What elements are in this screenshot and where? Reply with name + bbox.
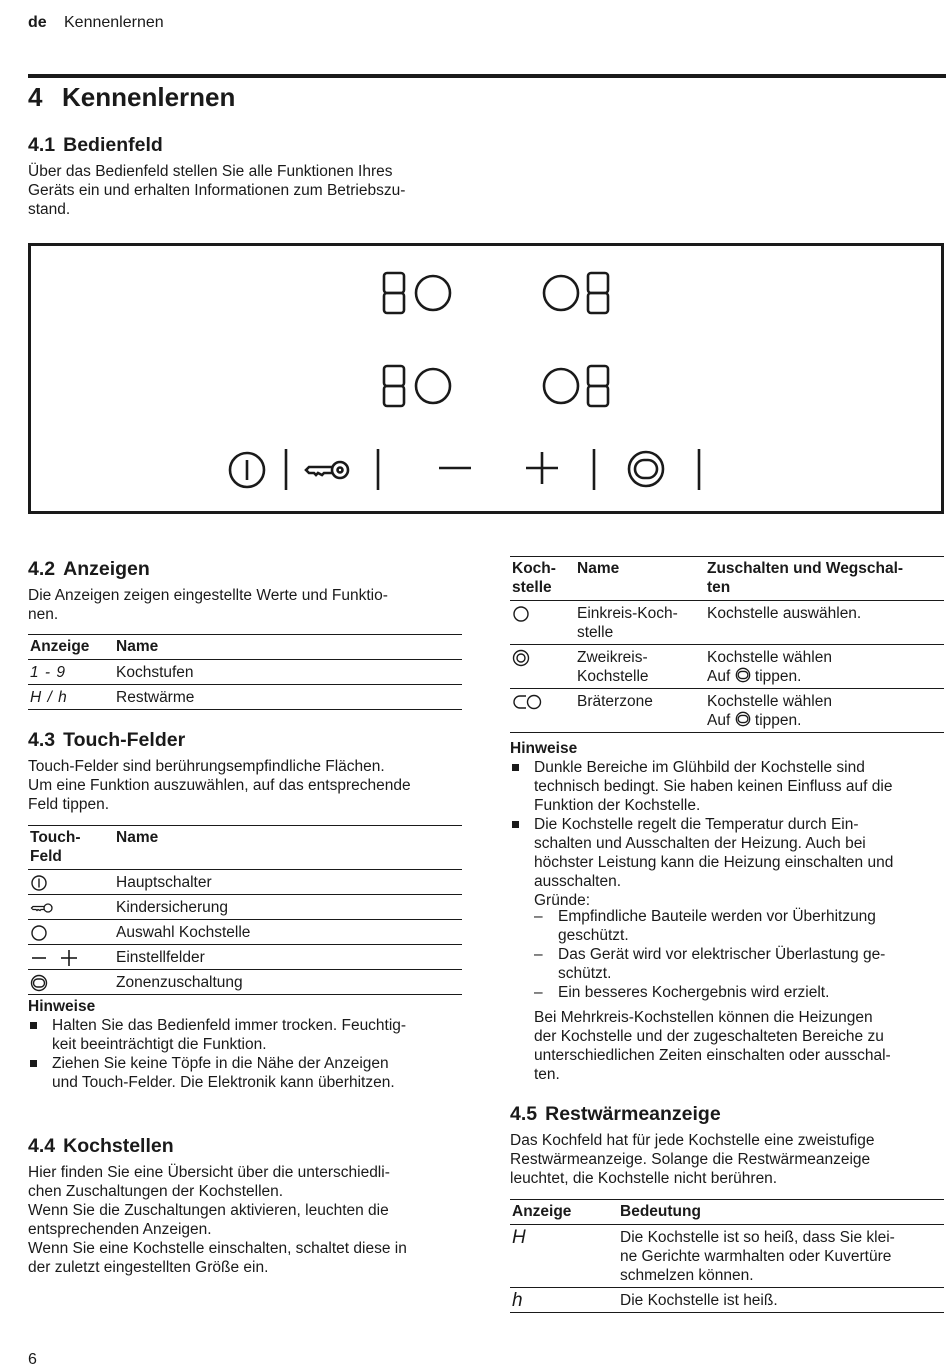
- cooking-zone-circle-icon: [544, 369, 578, 403]
- text-line: Geräts ein und erhalten Informationen zum Betriebszu-: [28, 182, 406, 199]
- table-cell: Kochstelle auswählen.: [707, 605, 862, 622]
- display-symbol: h: [512, 1290, 523, 1311]
- text-line: nen.: [28, 606, 59, 623]
- plus-icon: [526, 452, 558, 484]
- table-cell: Bräterzone: [577, 693, 653, 710]
- table-row: [510, 1225, 944, 1288]
- text-line: Das Kochfeld hat für jede Kochstelle eine zweistufige: [510, 1132, 875, 1149]
- cooking-zone-circle-icon: [416, 276, 450, 310]
- text-line: Wenn Sie die Zuschaltungen aktivieren, leuchten die: [28, 1202, 389, 1219]
- chapter-rule: [28, 74, 946, 78]
- restwaerme-table: [510, 1199, 944, 1313]
- text-line: Feld tippen.: [28, 796, 109, 813]
- list-item: – Das Gerät wird vor elektrischer Überlastung ge- schützt.: [534, 945, 946, 983]
- section-4-2-text: [28, 586, 468, 624]
- chapter-heading: [28, 82, 235, 112]
- section-title: Bedienfeld: [63, 134, 163, 156]
- key-icon: [30, 901, 54, 915]
- notes-list: [510, 758, 946, 910]
- dual-circuit-icon: [512, 649, 530, 667]
- table-cell: Kindersicherung: [116, 899, 229, 916]
- list-item: Halten Sie das Bedienfeld immer trocken. Feuchtig- keit beeinträchtigt die Funktion.: [28, 1016, 468, 1054]
- zone-switch-icon: [629, 452, 663, 486]
- section-title: Touch-Felder: [63, 729, 186, 751]
- column-header: Name: [116, 829, 159, 846]
- list-item: – Empfindliche Bauteile werden vor Überhitzung geschützt.: [534, 907, 946, 945]
- text-line: der zuletzt eingestellten Größe ein.: [28, 1259, 269, 1276]
- control-panel-diagram: [28, 243, 944, 514]
- header-title: Kennenlernen: [64, 14, 164, 31]
- text-line: entsprechenden Anzeigen.: [28, 1221, 212, 1238]
- table-cell: Die Kochstelle ist so heiß, dass Sie klei- ne Gerichte warmhalten oder Kuvertüre schmelzen können.: [620, 1229, 895, 1284]
- section-title: Kochstellen: [63, 1135, 174, 1157]
- section-number: 4.3: [28, 729, 56, 751]
- text-line: stand.: [28, 201, 71, 218]
- display-symbol: 1 - 9: [30, 664, 67, 681]
- table-row: [510, 601, 944, 645]
- section-4-5-text: [510, 1131, 946, 1188]
- table-cell: Die Kochstelle ist heiß.: [620, 1292, 778, 1309]
- kochstellen-table: [510, 556, 944, 733]
- table-cell: Einstellfelder: [116, 949, 205, 966]
- section-number: 4.1: [28, 134, 56, 156]
- section-title: Restwärmeanzeige: [545, 1103, 721, 1125]
- table-row: [28, 685, 462, 710]
- table-cell: Kochstufen: [116, 664, 194, 681]
- reasons-list: [534, 907, 946, 1002]
- table-row: [28, 895, 462, 920]
- roaster-zone-icon: [512, 693, 544, 711]
- section-number: 4.2: [28, 558, 56, 580]
- chapter-title: Kennenlernen: [62, 82, 236, 112]
- seven-segment-display: [384, 273, 404, 313]
- column-header: Name: [116, 638, 159, 655]
- section-4-4-text: [28, 1163, 468, 1277]
- table-row: [510, 1288, 944, 1313]
- notes-list: [28, 1016, 468, 1092]
- cooking-zone-circle-icon: [416, 369, 450, 403]
- text-line: Über das Bedienfeld stellen Sie alle Funktionen Ihres: [28, 163, 393, 180]
- seven-segment-display: [384, 366, 404, 406]
- table-row: [510, 645, 944, 689]
- table-cell: Zonenzuschaltung: [116, 974, 243, 991]
- section-4-1-text: [28, 162, 468, 219]
- section-heading-4-4: [28, 1134, 174, 1158]
- power-icon: [30, 874, 48, 892]
- text-line: Um eine Funktion auszuwählen, auf das entsprechende: [28, 777, 411, 794]
- column-header: Zuschalten und Wegschal- ten: [707, 560, 904, 596]
- language-code: de: [28, 14, 47, 31]
- section-heading-4-5: [510, 1102, 721, 1126]
- zone-switch-icon: [735, 711, 751, 727]
- notes-heading: Hinweise: [510, 740, 578, 757]
- section-number: 4.5: [510, 1103, 538, 1125]
- column-header: Bedeutung: [620, 1203, 701, 1220]
- power-icon: [230, 453, 264, 487]
- section-title: Anzeigen: [63, 558, 150, 580]
- section-heading-4-3: [28, 728, 185, 752]
- zone-switch-icon: [735, 667, 751, 683]
- display-symbol: H: [512, 1227, 526, 1248]
- touch-felder-table: [28, 825, 462, 995]
- section-number: 4.4: [28, 1135, 56, 1157]
- table-cell: Restwärme: [116, 689, 195, 706]
- text-line: Die Anzeigen zeigen eingestellte Werte und Funktio-: [28, 587, 388, 604]
- page-number: 6: [28, 1351, 37, 1368]
- text-line: Wenn Sie eine Kochstelle einschalten, schaltet diese in: [28, 1240, 407, 1257]
- minus-plus-icon: [30, 949, 80, 967]
- table-row: [28, 920, 462, 945]
- list-item: – Ein besseres Kochergebnis wird erzielt.: [534, 983, 946, 1002]
- table-row: [28, 945, 462, 970]
- column-header: Koch- stelle: [512, 560, 556, 596]
- column-header: Name: [577, 560, 620, 577]
- text-line: Hier finden Sie eine Übersicht über die unterschiedli-: [28, 1164, 390, 1181]
- chapter-number: 4: [28, 82, 43, 112]
- table-cell: Kochstelle wählen Auf tippen.: [707, 693, 832, 729]
- seven-segment-display: [588, 366, 608, 406]
- table-cell: Einkreis-Koch- stelle: [577, 605, 678, 641]
- list-item: Ziehen Sie keine Töpfe in die Nähe der Anzeigen und Touch-Felder. Die Elektronik kann überhitzen.: [28, 1054, 468, 1092]
- control-panel-svg: [31, 246, 941, 511]
- anzeigen-table: [28, 634, 462, 710]
- list-item: Dunkle Bereiche im Glühbild der Kochstelle sind technisch bedingt. Sie haben keinen Einfluss auf die Funktion der Kochstelle.: [510, 758, 946, 815]
- table-cell: Zweikreis- Kochstelle: [577, 649, 649, 685]
- cooking-zone-circle-icon: [544, 276, 578, 310]
- seven-segment-display: [588, 273, 608, 313]
- text-line: Restwärmeanzeige. Solange die Restwärmeanzeige: [510, 1151, 871, 1168]
- table-row: [28, 660, 462, 685]
- text-line: Touch-Felder sind berührungsempfindliche Flächen.: [28, 758, 385, 775]
- list-item: Die Kochstelle regelt die Temperatur durch Ein- schalten und Ausschalten der Heizung. Auch bei höchster Leistung kann die Heizung einschalten und ausschalten. Gründe:: [510, 815, 946, 910]
- multicircuit-paragraph: Bei Mehrkreis-Kochstellen können die Heizungen der Kochstelle und der zugeschalteten Bereiche zu unterschiedlichen Zeiten einschalten oder ausschal- ten.: [534, 1009, 891, 1083]
- table-cell: Auswahl Kochstelle: [116, 924, 251, 941]
- column-header: Touch- Feld: [30, 829, 81, 865]
- section-heading-4-1: [28, 133, 163, 157]
- table-row: [510, 689, 944, 733]
- section-4-3-text: [28, 757, 468, 814]
- column-header: Anzeige: [512, 1203, 572, 1220]
- table-row: [28, 870, 462, 895]
- key-icon: [306, 462, 348, 478]
- circle-icon: [30, 924, 48, 942]
- text-line: leuchtet, die Kochstelle nicht berühren.: [510, 1170, 778, 1187]
- table-cell: Hauptschalter: [116, 874, 212, 891]
- section-heading-4-2: [28, 557, 150, 581]
- display-symbol: H / h: [30, 689, 68, 706]
- notes-heading: Hinweise: [28, 998, 96, 1015]
- column-header: Anzeige: [30, 638, 90, 655]
- single-circuit-icon: [512, 605, 530, 623]
- text-line: chen Zuschaltungen der Kochstellen.: [28, 1183, 284, 1200]
- table-cell: Kochstelle wählen Auf tippen.: [707, 649, 832, 685]
- zone-switch-icon: [30, 974, 48, 992]
- table-row: [28, 970, 462, 995]
